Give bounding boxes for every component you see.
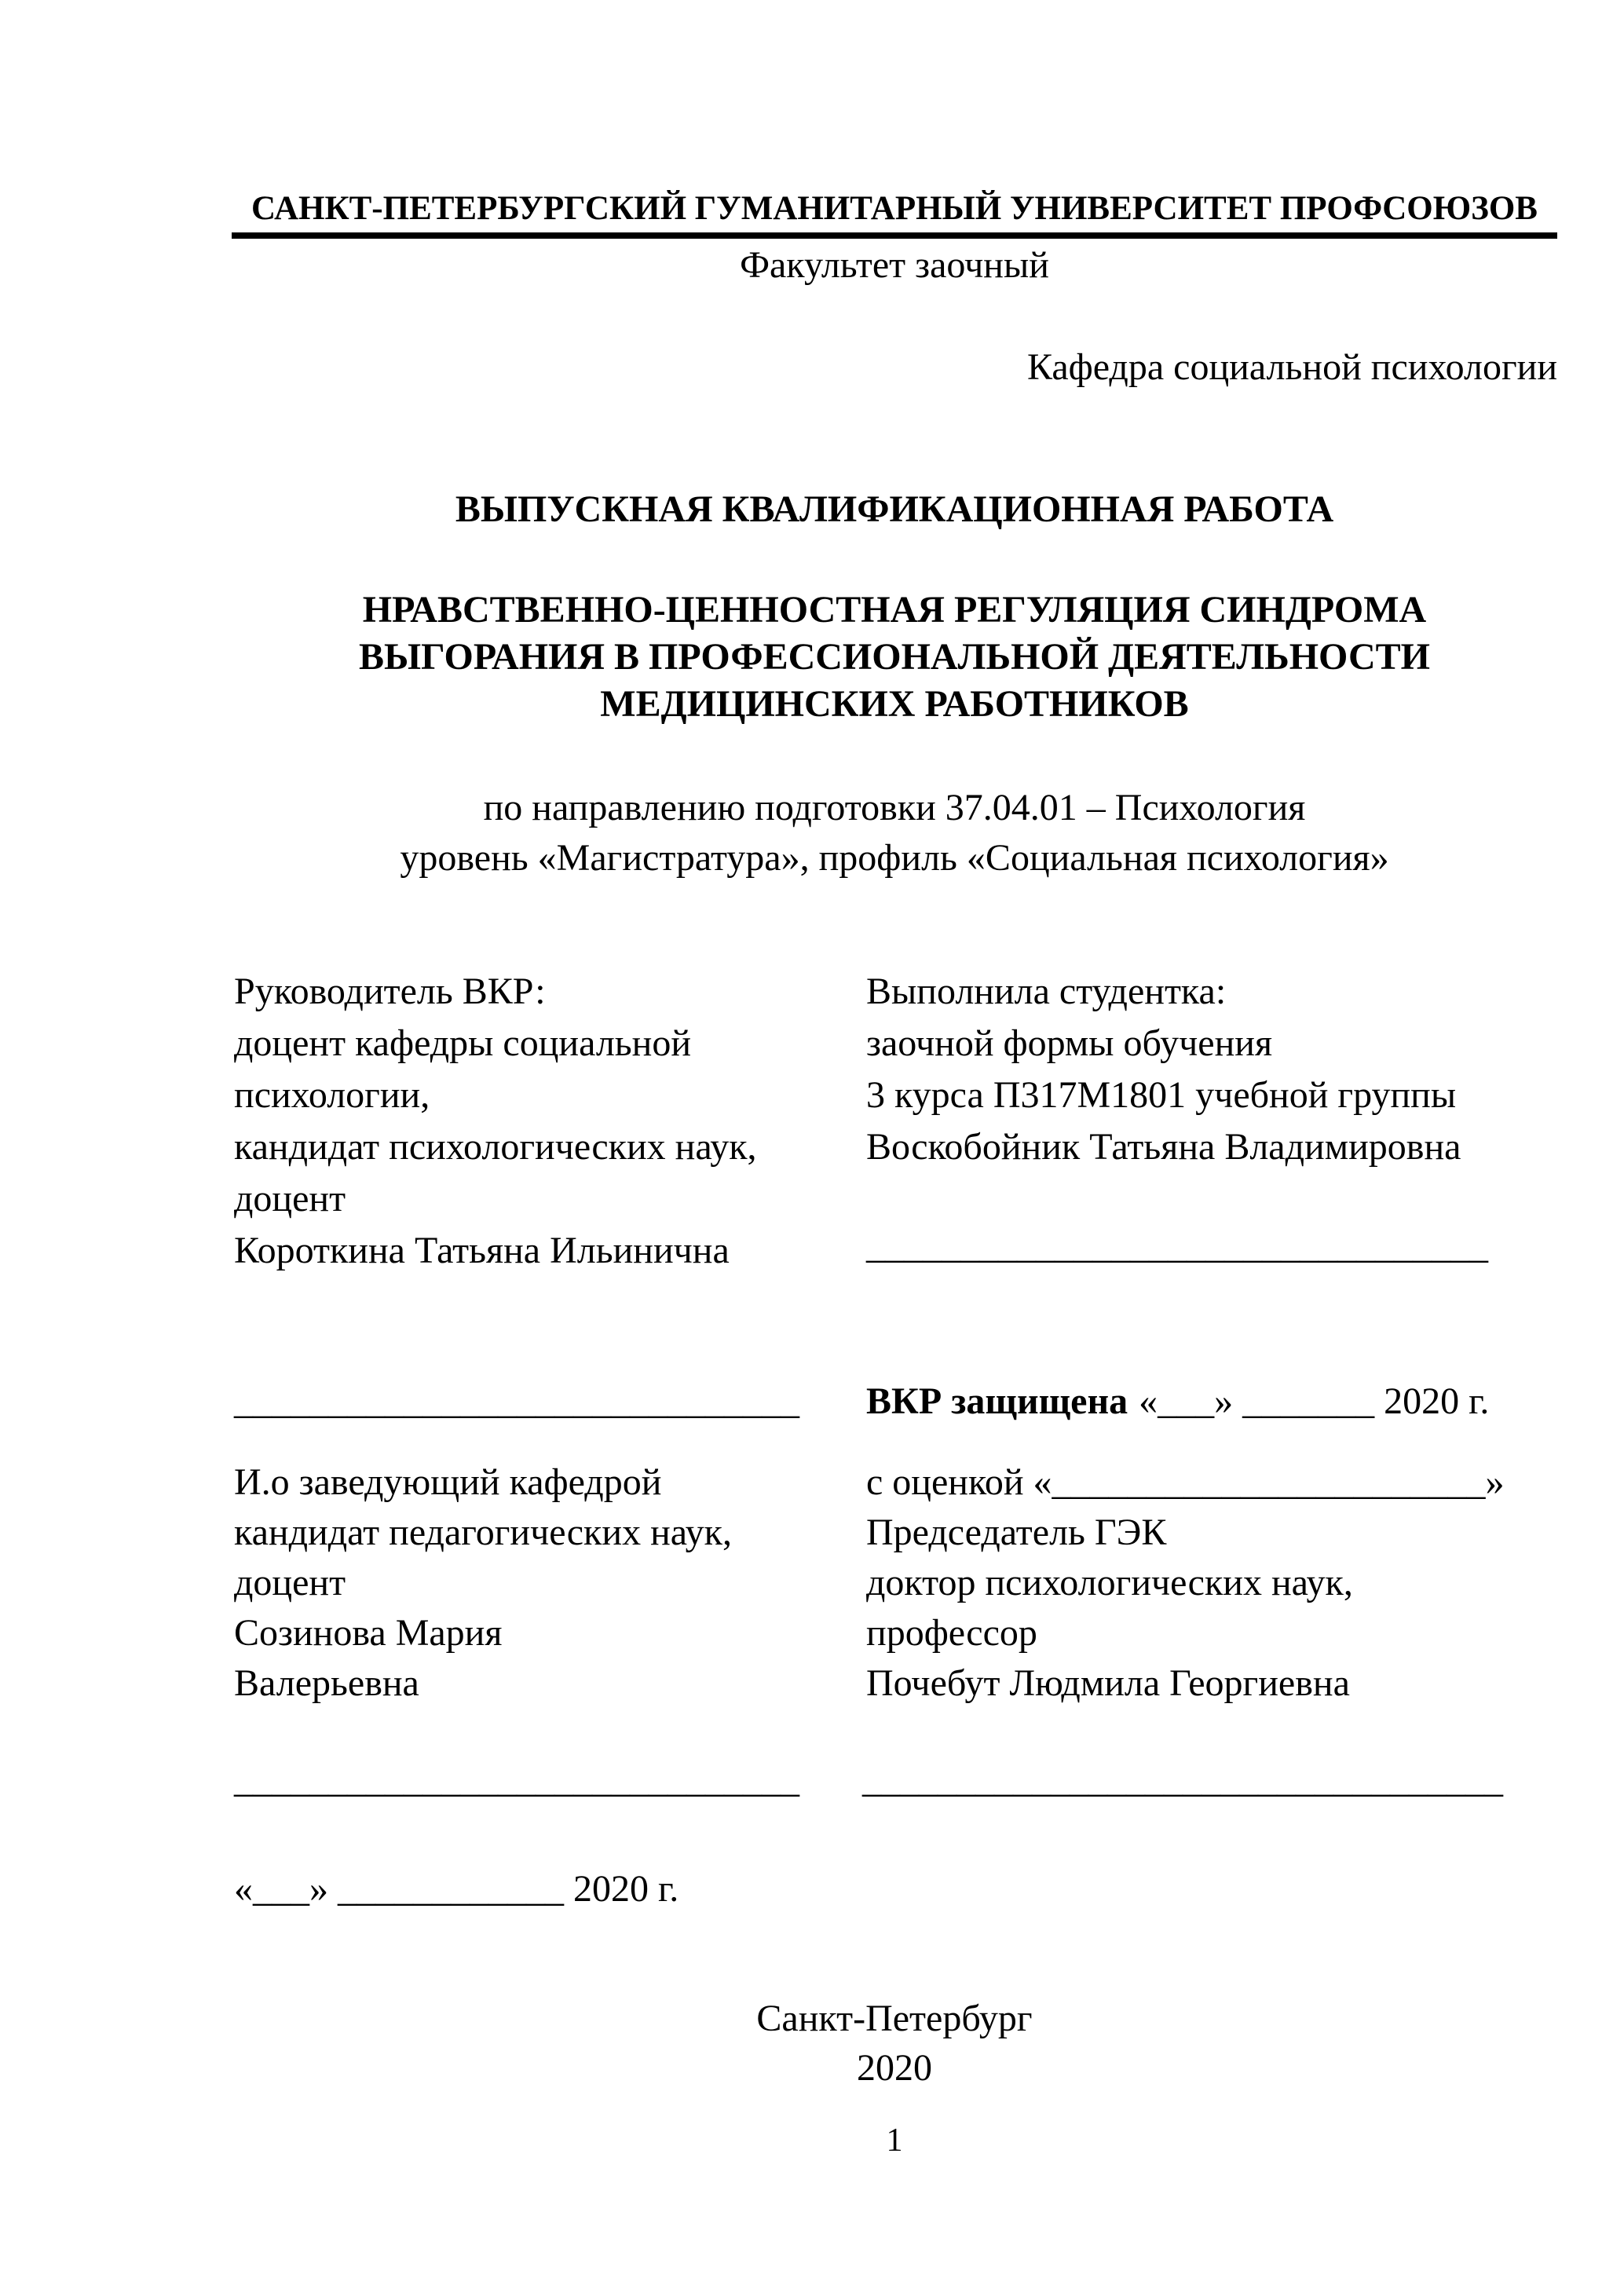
supervisor-name: Короткина Татьяна Ильинична	[234, 1230, 730, 1271]
supervisor-degree-line: кандидат психологических наук,	[234, 1126, 757, 1168]
gek-chair-name: Почебут Людмила Георгиевна	[866, 1662, 1350, 1704]
dept-head-name-line-2: Валерьевна	[234, 1662, 419, 1704]
gek-chair-label: Председатель ГЭК	[866, 1512, 1167, 1553]
dept-head-signature-line: ______________________________	[234, 1759, 799, 1801]
student-signature-line: _________________________________	[866, 1225, 1488, 1267]
department-line: Кафедра социальной психологии	[1026, 346, 1557, 388]
program-direction-line: по направлению подготовки 37.04.01 – Психология	[483, 787, 1306, 828]
dept-head-label: И.о заведующий кафедрой	[234, 1461, 662, 1503]
supervisor-position-line-2: психологии,	[234, 1074, 430, 1116]
thesis-title-line-2: ВЫГОРАНИЯ В ПРОФЕССИОНАЛЬНОЙ ДЕЯТЕЛЬНОСТИ	[359, 636, 1430, 678]
supervisor-position-line-1: доцент кафедры социальной	[234, 1022, 692, 1064]
supervisor-label: Руководитель ВКР:	[234, 971, 546, 1012]
thesis-title-line-3: МЕДИЦИНСКИХ РАБОТНИКОВ	[600, 683, 1189, 725]
grade-blank-line: с оценкой «_______________________»	[866, 1461, 1505, 1503]
gek-chair-signature-line: __________________________________	[862, 1759, 1503, 1801]
faculty-line: Факультет заочный	[740, 244, 1049, 286]
header-rule	[232, 232, 1557, 239]
work-type-heading: ВЫПУСКНАЯ КВАЛИФИКАЦИОННАЯ РАБОТА	[455, 488, 1334, 530]
defended-label: ВКР защищена	[866, 1380, 1128, 1422]
gek-chair-rank-line: профессор	[866, 1612, 1037, 1654]
page-number: 1	[886, 2122, 903, 2159]
student-block	[866, 966, 1461, 1173]
approval-date-line: «___» ____________ 2020 г.	[234, 1868, 679, 1910]
supervisor-block	[234, 966, 757, 1277]
student-form-line: заочной формы обучения	[866, 1022, 1273, 1064]
program-level-line: уровень «Магистратура», профиль «Социальная психология»	[400, 837, 1389, 879]
student-group-line: 3 курса П317М1801 учебной группы	[866, 1074, 1457, 1116]
city-line: Санкт-Петербург	[756, 1998, 1033, 2039]
dept-head-name-line-1: Созинова Мария	[234, 1612, 503, 1654]
dept-head-degree-line: кандидат педагогических наук,	[234, 1512, 732, 1553]
defended-date-blank: «___» _______ 2020 г.	[1139, 1380, 1490, 1422]
dept-head-rank-line: доцент	[234, 1562, 346, 1603]
thesis-title	[232, 587, 1557, 728]
supervisor-rank-line: доцент	[234, 1178, 346, 1219]
year-line: 2020	[857, 2047, 932, 2089]
defense-status-line	[866, 1380, 1489, 1422]
thesis-title-line-1: НРАВСТВЕННО-ЦЕННОСТНАЯ РЕГУЛЯЦИЯ СИНДРОМА	[362, 589, 1427, 631]
university-name: САНКТ-ПЕТЕРБУРГСКИЙ ГУМАНИТАРНЫЙ УНИВЕРСИТЕТ ПРОФСОЮЗОВ	[251, 190, 1538, 227]
gek-chair-degree-line: доктор психологических наук,	[866, 1562, 1353, 1603]
gek-chair-block	[866, 1457, 1505, 1709]
student-name: Воскобойник Татьяна Владимировна	[866, 1126, 1461, 1168]
head-signature-line: ______________________________	[234, 1380, 799, 1422]
dept-head-block	[234, 1457, 732, 1709]
student-label: Выполнила студентка:	[866, 971, 1227, 1012]
